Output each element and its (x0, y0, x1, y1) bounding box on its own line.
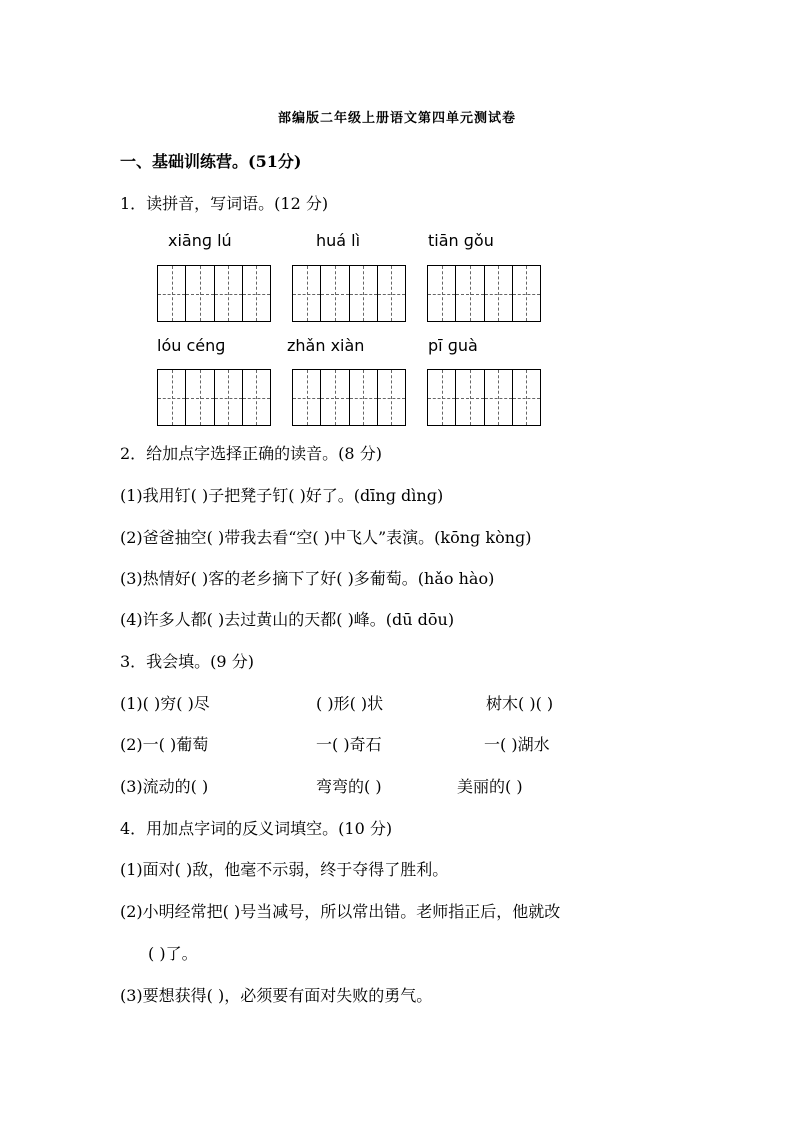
pinyin-3: tiān ɡǒu (428, 231, 494, 250)
q2-line-2: (2)爸爸抽空( )带我去看“空( )中飞人”表演。(kōnɡ kònɡ) (120, 528, 532, 547)
q3-row2-item3: 一( )湖水 (484, 735, 550, 754)
section-heading: 一、基础训练营。(51分) (120, 152, 302, 171)
writing-grid-5[interactable] (292, 369, 406, 426)
q3-row2-item2: 一( )奇石 (316, 735, 382, 754)
q4-line-2-continued: ( )了。 (148, 944, 198, 963)
q4-line-1: (1)面对( )敌，他毫不示弱，终于夺得了胜利。 (120, 860, 449, 879)
writing-grid-3[interactable] (427, 265, 541, 322)
q4-line-2: (2)小明经常把( )号当减号，所以常出错。老师指正后，他就改 (120, 902, 561, 921)
pinyin-4: lóu cénɡ (157, 336, 226, 355)
q2-line-3: (3)热情好( )客的老乡摘下了好( )多葡萄。(hǎo hào) (120, 569, 495, 588)
q3-heading: 3．我会填。(9 分) (120, 652, 254, 671)
writing-grid-1[interactable] (157, 265, 271, 322)
pinyin-2: huá lì (316, 231, 361, 250)
q1-heading: 1．读拼音，写词语。(12 分) (120, 194, 329, 213)
pinyin-5: zhǎn xiàn (287, 336, 365, 355)
q3-row1-item3: 树木( )( ) (486, 694, 554, 713)
writing-grid-4[interactable] (157, 369, 271, 426)
writing-grid-2[interactable] (292, 265, 406, 322)
q3-row1-item2: ( )形( )状 (316, 694, 384, 713)
q4-heading: 4．用加点字词的反义词填空。(10 分) (120, 819, 393, 838)
pinyin-6: pī ɡuà (428, 336, 478, 355)
q3-row3-item3: 美丽的( ) (457, 777, 523, 796)
q2-heading: 2．给加点字选择正确的读音。(8 分) (120, 444, 382, 463)
pinyin-1: xiānɡ lú (168, 231, 232, 250)
page-title: 部编版二年级上册语文第四单元测试卷 (277, 111, 516, 126)
q3-row2-item1: (2)一( )葡萄 (120, 735, 209, 754)
writing-grid-6[interactable] (427, 369, 541, 426)
q3-row3-item1: (3)流动的( ) (120, 777, 209, 796)
q4-line-3: (3)要想获得( )，必须要有面对失败的勇气。 (120, 986, 433, 1005)
q3-row1-item1: (1)( )穷( )尽 (120, 694, 210, 713)
q2-line-4: (4)许多人都( )去过黄山的天都( )峰。(dū dōu) (120, 610, 455, 629)
q3-row3-item2: 弯弯的( ) (316, 777, 382, 796)
q2-line-1: (1)我用钉( )子把凳子钉( )好了。(dīnɡ dìnɡ) (120, 486, 444, 505)
